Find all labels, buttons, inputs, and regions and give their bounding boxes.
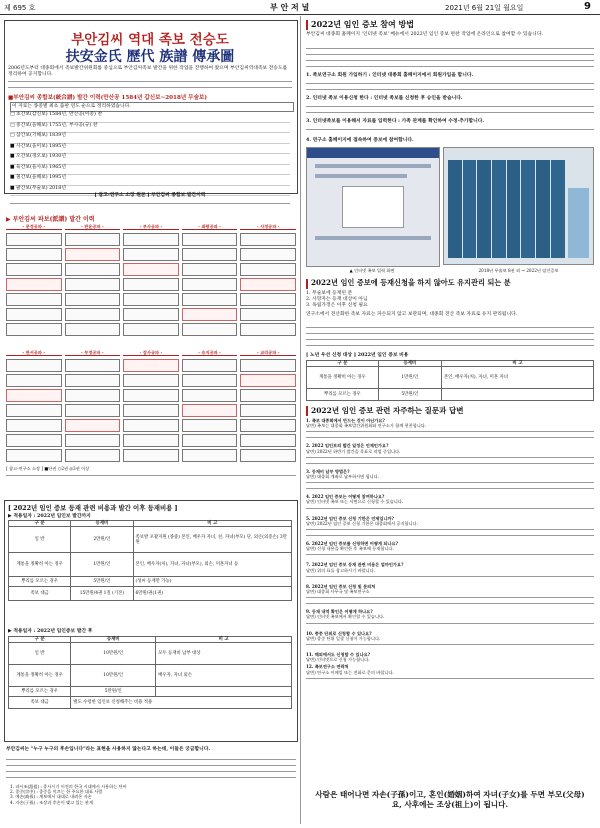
- faq-answer: 답변) 인터넷으로 신청 가능합니다.: [306, 657, 370, 663]
- branch-entry: [123, 308, 179, 321]
- faq-answer-lines: [306, 428, 594, 440]
- maintained-note-lines: [306, 324, 594, 348]
- faq-answer: 답변) 족보는 대종회 족보발간위원회와 연구소가 함께 편찬합니다.: [306, 423, 427, 429]
- table-cell: 뿌리를 모르는 경우: [307, 389, 379, 401]
- faq-answer: 답변) 인터넷 족보 또는 서면으로 신청할 수 있습니다.: [306, 499, 404, 505]
- branch-entry: [182, 374, 238, 387]
- branch-grid-top: [6, 224, 296, 346]
- branch-entry: [240, 404, 296, 417]
- faq-question: 4. 2022 임인 증보는 어떻게 참여하나요?: [306, 494, 385, 500]
- genealogy-edition-list: [10, 112, 290, 196]
- faq-answer-lines: [306, 526, 594, 538]
- intro-text-lines: [8, 78, 292, 90]
- branch-entry: [123, 323, 179, 336]
- screenshot-line: [315, 236, 431, 240]
- heading-faq: 2022년 임인 증보 관련 자주하는 질문과 답변: [311, 406, 464, 415]
- branch-entry: [182, 233, 238, 246]
- heading-marker: [306, 279, 308, 289]
- branch-entry: [182, 389, 238, 402]
- table-cell: [156, 687, 292, 697]
- table-cell: 별도 수령한 임인보 신청해주는 비용 적용: [71, 697, 292, 709]
- branch-column-head: - 좌랑공파 -: [182, 224, 238, 230]
- branch-entry: [6, 293, 62, 306]
- faq-answer-lines: [306, 454, 594, 466]
- branch-entry: [123, 248, 179, 261]
- table-cell: 6만원/권(1권): [133, 587, 292, 601]
- table-header: 구 분: [9, 637, 71, 643]
- page-number: 9: [584, 1, 591, 12]
- branch-grid-bottom: [6, 350, 296, 490]
- fee-table-before: [8, 520, 292, 601]
- branch-entry: [65, 308, 121, 321]
- branch-column-head: - 승지공파 -: [182, 350, 238, 356]
- table-cell: 계통을 정확히 아는 경우: [9, 665, 71, 687]
- branch-table-note: [ 참고-연구소 소장 ] ■단권 ○2권 ◎3권 이상: [6, 466, 90, 472]
- branch-entry: [182, 359, 238, 372]
- branch-entry: [123, 389, 179, 402]
- branch-entry: [6, 323, 62, 336]
- branch-entry: [123, 278, 179, 291]
- faq-question: 6. 2022년 임인 증보를 신청하면 어떻게 되나요?: [306, 541, 398, 547]
- table-header: 구 분: [9, 521, 71, 527]
- branch-entry: [6, 449, 62, 462]
- table-cell: 10만원/인: [71, 665, 156, 687]
- list-item: 4. 자손(子孫) : 조상과 후손이 맺고 있는 관계: [10, 799, 93, 805]
- heading-maintained: 2022년 임인 증보에 등재신청을 하지 않아도 유지관리 되는 분: [311, 278, 511, 287]
- issue-number: 제 695 호: [4, 4, 36, 12]
- faq-question: 12. 족보연구소 연락처: [306, 664, 349, 670]
- step-1-lines: [306, 80, 594, 92]
- participation-intro-lines: [306, 45, 594, 69]
- branch-entry: [65, 263, 121, 276]
- branch-entry: [6, 308, 62, 321]
- footer-list: [10, 784, 296, 805]
- faq-question: 5. 2022년 임인 증보 신청 기한은 언제입니까?: [306, 515, 394, 521]
- branch-entry: [6, 434, 62, 447]
- faq-answer: 답변) 신청 내용을 확인한 후 족보에 등재합니다.: [306, 546, 394, 552]
- branch-entry: [123, 233, 179, 246]
- table-cell: 배우자, 자녀 외손: [156, 665, 292, 687]
- branch-entry: [6, 278, 62, 291]
- table-cell: 10만원/인: [71, 643, 156, 665]
- branch-entry: [240, 374, 296, 387]
- fee-table-senior: [306, 360, 594, 401]
- title-hanja: 扶安金氏 歷代 族譜 傳承圖: [65, 49, 235, 65]
- branch-entry: [65, 449, 121, 462]
- screenshot-titlebar: [307, 148, 439, 158]
- book-spine: [521, 160, 535, 258]
- page-header: [0, 0, 600, 15]
- table-cell: 뿌리를 모르는 경우: [9, 687, 71, 697]
- table-cell: 일 반: [9, 643, 71, 665]
- faq-question: 7. 2022년 임인 증보 등재 관련 비용은 얼마인가요?: [306, 562, 404, 568]
- branch-entry: [182, 263, 238, 276]
- branch-entry: [182, 419, 238, 432]
- faq-answer: 답변) 대종회 계좌로 납부하시면 됩니다.: [306, 474, 380, 480]
- faq-question: 10. 종중 단위로 신청할 수 있나요?: [306, 630, 372, 636]
- branch-entry: [123, 434, 179, 447]
- branch-entry: [123, 293, 179, 306]
- list-item: 3. 예손(裔孫) : 계보에서 대대로 내려온 자손: [10, 794, 92, 800]
- branch-entry: [240, 308, 296, 321]
- table-cell: 5만원/인: [71, 687, 156, 697]
- table-header: 비 고: [156, 637, 292, 643]
- step-2-lines: [306, 103, 594, 115]
- faq-answer: 답변) 대종회 사무국 및 족보연구소: [306, 589, 370, 595]
- branch-entry: [182, 248, 238, 261]
- source-note: [ 참고-연구소 소장 원본 ] 부안김씨 종합보 발간이력: [94, 192, 206, 198]
- book-spine: [463, 160, 477, 258]
- list-item: 1. 무술보에 등재된 분: [306, 291, 353, 296]
- branch-column-head: - 판윤공파 -: [65, 224, 121, 230]
- faq-answer-lines: [306, 505, 594, 513]
- branch-entry: [240, 263, 296, 276]
- table-cell: (성씨 등재만 가능): [133, 577, 292, 587]
- branch-entry: [240, 449, 296, 462]
- book-spine: [477, 160, 491, 258]
- screenshot-form: [342, 186, 404, 228]
- table-cell: 1만원/인: [378, 367, 441, 389]
- list-item: □ 삼간보(기해보) 1839년: [10, 133, 290, 144]
- list-item: □ 중간보(을해보) 1755년, 부사공(규) 찬: [10, 123, 290, 134]
- branch-entry: [182, 323, 238, 336]
- table-cell: 족보발 포괄지원 (종중) 본인, 배우자 자녀, 친, 자녀(부모) 단, 외손(외증손) 3만원: [133, 527, 292, 553]
- branch-column-head: - 부정공파 -: [65, 350, 121, 356]
- closing-quote: 사람은 태어나면 자손(子孫)이고, 혼인(婚姻)하여 자녀(子女)를 두면 부모(父母)요, 사후에는 조상(祖上)이 됩니다.: [315, 790, 585, 809]
- branch-entry: [6, 263, 62, 276]
- website-screenshot-image: [306, 147, 440, 267]
- list-item: □ 초간보(갑신보) 1584년, 만산공(이중) 찬: [10, 112, 290, 123]
- faq-answer-lines: [306, 641, 594, 649]
- heading-marker: [306, 406, 308, 416]
- list-item: 2. 사망자는 등재 대상이 아님: [306, 297, 368, 302]
- faq-question: 3. 등재비 납부 방법은?: [306, 468, 350, 474]
- table-cell: 2만원/인: [71, 527, 133, 553]
- branch-entry: [6, 374, 62, 387]
- branch-entry: [6, 248, 62, 261]
- faq-answer: 답변) 위의 표를 참고하시기 바랍니다.: [306, 567, 375, 573]
- branch-entry: [6, 233, 62, 246]
- faq-answer: 답변) 인터넷 족보에서 확인할 수 있습니다.: [306, 614, 385, 620]
- table-cell: 계통을 정확히 아는 경우: [307, 367, 379, 389]
- table1-caption: ▶ 적용일자 : 2022년 임인보 발간까지: [8, 513, 91, 519]
- table-cell: 족보 대금: [9, 587, 71, 601]
- branch-entry: [123, 404, 179, 417]
- heading-participation: 2022년 임인 증보 참여 방법: [311, 19, 414, 29]
- branch-entry: [123, 419, 179, 432]
- screenshot-line: [315, 174, 407, 178]
- genealogy-books-photo: [443, 147, 594, 265]
- branch-column-head: - 교리공파 -: [240, 350, 296, 356]
- table-cell: 뿌리를 모르는 경우: [9, 577, 71, 587]
- section-title-general-genealogy: ■부안김씨 종합보(統合譜) 발간 이력(만산공 1584년 갑신보~2018년 무술보): [8, 95, 208, 101]
- newspaper-name: 부 안 저 널: [270, 3, 310, 12]
- table-header: 등재비: [71, 637, 156, 643]
- branch-entry: [65, 359, 121, 372]
- faq-answer-lines: [306, 675, 594, 683]
- branch-entry: [182, 449, 238, 462]
- branch-column-head: - 감사공파 -: [123, 350, 179, 356]
- table-header: 비 고: [133, 521, 292, 527]
- section-title-branch-genealogy: ▶ 부안김씨 파보(派譜) 발간 이력: [6, 216, 95, 223]
- footer-paragraph: 부안김씨는 "누구 누구의 후손입니다"라는 표현을 사용하지 않는다고 하는데, 이들은 궁금합니다.: [6, 746, 211, 752]
- branch-entry: [240, 434, 296, 447]
- table-cell: [441, 389, 593, 401]
- step-4: 4. 연구소 홈페이지에 접속하여 증보에 참여합니다.: [306, 137, 414, 143]
- branch-entry: [6, 404, 62, 417]
- section-note: 이 자료는 종중별 최초 출판 연도 순으로 정리하였습니다.: [10, 102, 294, 112]
- branch-column-head: - 사정공파 -: [240, 224, 296, 230]
- column-divider: [300, 16, 301, 824]
- step-2: 2. 인터넷 족보 이용신청 한다 : 인터넷 족보를 신청한 후 승인을 받습니다.: [306, 95, 463, 101]
- fee-table-after: [8, 636, 292, 709]
- table-header: 등재비: [378, 361, 441, 367]
- faq-answer: 답변) 연구소 이메일 또는 전화로 문의 바랍니다.: [306, 669, 394, 675]
- table-cell: 계통을 정확히 아는 경우: [9, 553, 71, 577]
- issue-date: 2021년 6월 21일 월요일: [445, 4, 524, 12]
- branch-entry: [6, 389, 62, 402]
- branch-entry: [123, 449, 179, 462]
- branch-entry: [65, 293, 121, 306]
- step-1: 1. 족보연구소 회원 가입하기 : 인터넷 대종회 홈페이지에서 회원가입을 합니다.: [306, 72, 474, 78]
- table-header: 구 분: [307, 361, 379, 367]
- screenshot-line: [315, 164, 431, 168]
- branch-entry: [123, 374, 179, 387]
- book-spine: [507, 160, 521, 258]
- table-cell: 1만원/인: [71, 553, 133, 577]
- faq-answer-lines: [306, 594, 594, 606]
- heading-marker: [306, 20, 308, 30]
- branch-column-head: - 판서공파 -: [6, 350, 62, 356]
- faq-answer: 답변) 종중 단위 일괄 신청이 가능합니다.: [306, 635, 381, 641]
- book-spine: [448, 160, 462, 258]
- table-cell: 족보 대금: [9, 697, 71, 709]
- intro-paragraph: 2006년도부터 대종회에서 족보발간위원회를 중심으로 부안김씨족보 발간을 위한 작업을 진행하여 왔으며 부안김씨역대족보 전승도를 정리하여 공지합니다.: [8, 66, 288, 77]
- table-cell: 모두 등재비 납부 대상: [156, 643, 292, 665]
- faq-answer-lines: [306, 551, 594, 559]
- faq-question: 9. 등재 내역 확인은 어떻게 하나요?: [306, 609, 373, 615]
- branch-entry: [240, 278, 296, 291]
- branch-entry: [240, 389, 296, 402]
- branch-entry: [182, 278, 238, 291]
- branch-entry: [182, 308, 238, 321]
- caption-left: ▲ 인터넷 족보 입력 화면: [349, 268, 395, 273]
- branch-entry: [123, 359, 179, 372]
- faq-answer-lines: [306, 479, 594, 491]
- table-header: 등재비: [71, 521, 133, 527]
- list-item: 3. 독립가정은 이후 신청 필요: [306, 303, 368, 308]
- table-cell: 본인, 배우자(처), 자녀, 미혼 자녀: [441, 367, 593, 389]
- book-spine: [551, 160, 565, 258]
- book-cover: [568, 188, 590, 258]
- caption-right: 2018년 무술보 8권 외 → 2022년 임인증보: [478, 268, 559, 273]
- faq-answer-lines: [306, 573, 594, 581]
- branch-entry: [6, 419, 62, 432]
- branch-entry: [65, 434, 121, 447]
- footer-paragraph-lines: [6, 756, 296, 782]
- branch-entry: [240, 248, 296, 261]
- faq-question: 11. 해외에서도 신청할 수 있나요?: [306, 652, 371, 658]
- title-korean: 부안김씨 역대 족보 전승도: [71, 32, 229, 48]
- branch-column-head: - 부사공파 -: [123, 224, 179, 230]
- branch-entry: [65, 278, 121, 291]
- table2-caption: ▶ 적용일자 : 2022년 임인증보 발간 후: [8, 628, 93, 634]
- branch-entry: [65, 419, 121, 432]
- small-table-caption: [ 노년 우선 신청 대상 ] 2022년 임인 증보 비용: [306, 352, 409, 358]
- branch-entry: [182, 404, 238, 417]
- table-cell: 본인, 배우자(처), 자녀, 자녀(부모), 외손, 미혼자녀 등: [133, 553, 292, 577]
- branch-entry: [123, 263, 179, 276]
- table-cell: 5만원/인: [378, 389, 441, 401]
- branch-entry: [65, 389, 121, 402]
- book-spine: [536, 160, 550, 258]
- branch-entry: [6, 359, 62, 372]
- faq-answer-lines: [306, 620, 594, 628]
- table-cell: 5만원/인: [71, 577, 133, 587]
- branch-entry: [240, 419, 296, 432]
- source-note-lines: [10, 200, 290, 208]
- list-item: ■ 칠간보(을해보) 1995년: [10, 175, 290, 186]
- step-3: 3. 인터넷족보를 이용해서 자료를 입력한다 : 가족 관계를 확인하여 수정·추가합니다.: [306, 118, 485, 124]
- branch-entry: [65, 233, 121, 246]
- branch-entry: [182, 293, 238, 306]
- book-spine: [492, 160, 506, 258]
- branch-entry: [240, 293, 296, 306]
- list-item: 2. 종중(宗中) : 종중을 이끄는 한 주요한 대표 사람: [10, 789, 103, 795]
- table-cell: 15만원/4권 1질 (기본): [71, 587, 133, 601]
- list-item: ■ 사간보(을미보) 1895년: [10, 144, 290, 155]
- branch-entry: [182, 434, 238, 447]
- list-item: ■ 육간보(을사보) 1965년: [10, 165, 290, 176]
- fee-box-title: [ 2022년 임인 증보 등재 관련 비용과 발간 이후 등재비용 ]: [8, 504, 178, 512]
- branch-entry: [65, 323, 121, 336]
- branch-column-head: - 문정공파 -: [6, 224, 62, 230]
- branch-entry: [65, 374, 121, 387]
- branch-entry: [240, 233, 296, 246]
- list-item: ■ 오간보(경오보) 1930년: [10, 154, 290, 165]
- list-item: 1. 파시조(派祖) : 종사시기 이전의 한국 시대에서 사용하는 단어: [10, 784, 127, 789]
- faq-question: 1. 족보 대종회에서 만드는 것이 아닌가요?: [306, 418, 385, 423]
- branch-entry: [65, 248, 121, 261]
- list-item: ■ 팔간보(무술보) 2018년: [10, 186, 290, 197]
- branch-entry: [240, 359, 296, 372]
- branch-table-note-lines: [6, 472, 296, 480]
- branch-entry: [65, 404, 121, 417]
- step-3-lines: [306, 126, 594, 134]
- branch-entry: [240, 323, 296, 336]
- faq-question: 2. 2022 임인보의 발간 일정은 언제인가요?: [306, 443, 389, 449]
- table-cell: 일 반: [9, 527, 71, 553]
- faq-list: [306, 418, 594, 683]
- table-header: 비 고: [441, 361, 593, 367]
- faq-answer: 답변) 2022년 임인 증보 신청 기한은 대종회에서 공지합니다.: [306, 520, 418, 526]
- participation-intro: 부안김씨 대종회 홈페이지 '인터넷 족보' 메뉴에서 2022년 임인 증보 편찬 작업에 온라인으로 참여할 수 있습니다.: [306, 32, 543, 37]
- faq-answer: 답변) 2022년 하반기 발간을 목표로 작업 중입니다.: [306, 448, 401, 454]
- maintained-note: 연구소에서 전산화한 족보 자료는 파손되지 않고 보관되며, 대종회 전산 족보 자료로 유지 관리됩니다.: [306, 312, 518, 317]
- maintained-list: [306, 291, 594, 309]
- faq-question: 8. 2022년 임인 증보 신청 및 문의처: [306, 583, 376, 589]
